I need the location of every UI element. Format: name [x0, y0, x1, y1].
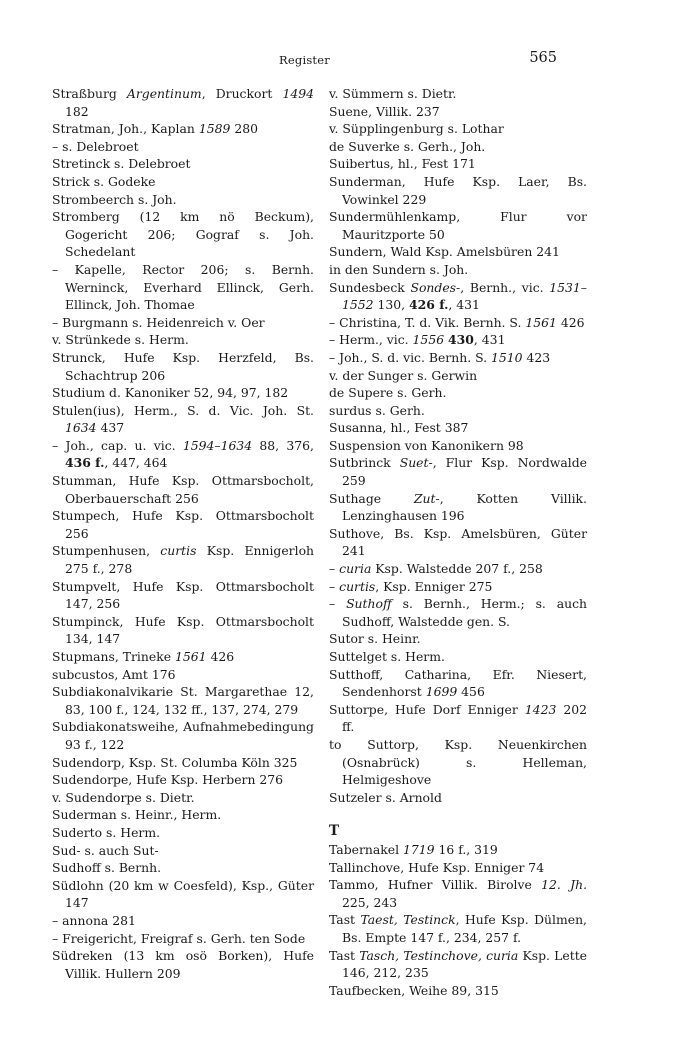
- index-entry: Suderto s. Herm.: [52, 824, 161, 840]
- index-entry: Sutzeler s. Arnold: [329, 789, 442, 805]
- index-entry: – Joh., S. d. vic. Bernh. S. 1510 423: [329, 349, 551, 365]
- index-entry: Suene, Villik. 237: [329, 103, 440, 119]
- running-head: Register: [279, 53, 330, 67]
- index-entry: Strick s. Godeke: [52, 173, 156, 189]
- index-entry: Taufbecken, Weihe 89, 315: [329, 982, 499, 998]
- index-entry: Sudendorpe, Hufe Ksp. Herbern 276: [52, 772, 284, 788]
- index-entry: – Joh., cap. u. vic. 1594–1634 88, 376, 436 f., 447, 464: [52, 437, 314, 471]
- index-entry: – Burgmann s. Heidenreich v. Oer: [52, 314, 265, 330]
- index-entry: Sud- s. auch Sut-: [52, 842, 159, 858]
- index-entry: Studium d. Kanoniker 52, 94, 97, 182: [52, 385, 289, 401]
- index-entry: Sudhoff s. Bernh.: [52, 860, 162, 876]
- index-entry: Suderman s. Heinr., Herm.: [52, 807, 222, 823]
- index-entry: Sunderman, Hufe Ksp. Laer, Bs. Vowinkel 229: [329, 173, 587, 207]
- index-entry: – s. Delebroet: [52, 138, 139, 154]
- index-entry: Stupmans, Trineke 1561 426: [52, 649, 235, 664]
- index-entry: Tast Tasch, Testinchove, curia Ksp. Lette 146, 212, 235: [329, 947, 588, 981]
- index-entry: – annona 281: [52, 912, 136, 928]
- index-entry: Stumman, Hufe Ksp. Ottmarsbocholt, Oberbauerschaft 256: [52, 473, 314, 506]
- index-entry: Tammo, Hufner Villik. Birolve 12. Jh. 225, 243: [329, 877, 588, 910]
- index-column-right: [329, 85, 587, 999]
- index-entry: Stumpenhusen, curtis Ksp. Ennigerloh 275 f., 278: [52, 543, 315, 577]
- index-entry: – Herm., vic. 1556 430, 431: [329, 332, 506, 348]
- index-entry: v. Süpplingenburg s. Lothar: [329, 121, 504, 137]
- index-entry: v. der Sunger s. Gerwin: [329, 367, 478, 383]
- index-entry: de Supere s. Gerh.: [329, 385, 447, 401]
- index-entry: Stretinck s. Delebroet: [52, 156, 191, 172]
- page-header: [52, 50, 557, 72]
- index-entry: Tabernakel 1719 16 f., 319: [329, 841, 498, 857]
- index-entry: Sundern, Wald Ksp. Amelsbüren 241: [329, 244, 560, 260]
- index-entry: Sudendorp, Ksp. St. Columba Köln 325: [52, 754, 298, 770]
- page-number: 565: [529, 50, 557, 66]
- index-entry: Stumpinck, Hufe Ksp. Ottmarsbocholt 134, 147: [52, 613, 314, 647]
- index-entry: Stumpech, Hufe Ksp. Ottmarsbocholt 256: [52, 508, 314, 541]
- index-entry: to Suttorp, Ksp. Neuenkirchen (Osnabrück) s. Helleman, Helmigeshove: [329, 736, 587, 788]
- index-entry: – Kapelle, Rector 206; s. Bernh. Werninck, Everhard Ellinck, Gerh. Ellinck, Joh. Thomae: [52, 261, 314, 313]
- index-entry: Sundesbeck Sondes-, Bernh., vic. 1531–1552 130, 426 f., 431: [329, 279, 587, 313]
- index-entries-s: [329, 85, 587, 806]
- index-entry: – curtis, Ksp. Enniger 275: [329, 578, 493, 594]
- index-entry: – curia Ksp. Walstedde 207 f., 258: [329, 561, 543, 577]
- index-entry: Sutthoff, Catharina, Efr. Niesert, Sendenhorst 1699 456: [329, 666, 587, 700]
- index-entry: – Suthoff s. Bernh., Herm.; s. auch Sudhoff, Walstedde gen. S.: [329, 596, 588, 629]
- index-entry: Stulen(ius), Herm., S. d. Vic. Joh. St. 1634 437: [52, 402, 314, 436]
- index-entry: Suspension von Kanonikern 98: [329, 437, 524, 453]
- index-entry: Südreken (13 km osö Borken), Hufe Villik. Hullern 209: [52, 948, 314, 981]
- index-entry: Suibertus, hl., Fest 171: [329, 156, 476, 172]
- index-entry: – Christina, T. d. Vik. Bernh. S. 1561 426: [329, 314, 585, 330]
- index-entry: Sutbrinck Suet-, Flur Ksp. Nordwalde 259: [329, 455, 587, 489]
- index-entry: Subdiakonalvikarie St. Margarethae 12, 83, 100 f., 124, 132 ff., 137, 274, 279: [52, 684, 314, 717]
- index-entry: Suttelget s. Herm.: [329, 649, 445, 664]
- index-entry: v. Sümmern s. Dietr.: [329, 86, 457, 101]
- index-entry: Tallinchove, Hufe Ksp. Enniger 74: [329, 859, 545, 875]
- index-entry: Südlohn (20 km w Coesfeld), Ksp., Güter 147: [52, 877, 314, 911]
- section-letter: T: [329, 823, 340, 840]
- index-entry: in den Sundern s. Joh.: [329, 261, 469, 277]
- index-entries-t: [329, 841, 587, 999]
- index-entry: Stumpvelt, Hufe Ksp. Ottmarsbocholt 147, 256: [52, 578, 314, 612]
- index-entry: de Suverke s. Gerh., Joh.: [329, 138, 486, 154]
- index-entry: Suthove, Bs. Ksp. Amelsbüren, Güter 241: [329, 525, 587, 559]
- index-entry: Subdiakonatsweihe, Aufnahmebedingung 93 f., 122: [52, 719, 314, 752]
- index-entry: Tast Taest, Testinck, Hufe Ksp. Dülmen, Bs. Empte 147 f., 234, 257 f.: [329, 912, 587, 945]
- index-entry: subcustos, Amt 176: [52, 666, 176, 682]
- index-entry: Strunck, Hufe Ksp. Herzfeld, Bs. Schachtrup 206: [52, 349, 314, 383]
- index-entry: surdus s. Gerh.: [329, 402, 425, 418]
- index-entry: Stratman, Joh., Kaplan 1589 280: [52, 121, 258, 137]
- index-entry: Sundermühlenkamp, Flur vor Mauritzporte 50: [329, 209, 587, 242]
- index-entry: Strombeerch s. Joh.: [52, 191, 177, 207]
- index-entry: Sutor s. Heinr.: [329, 631, 421, 647]
- index-entry: Stromberg (12 km nö Beckum), Gogericht 206; Gograf s. Joh. Schedelant: [52, 209, 314, 260]
- index-entry: – Freigericht, Freigraf s. Gerh. ten Sode: [52, 930, 306, 946]
- index-entry: Suthage Zut-, Kotten Villik. Lenzinghausen 196: [329, 490, 587, 524]
- index-entry: Suttorpe, Hufe Dorf Enniger 1423 202 ff.: [329, 701, 587, 735]
- index-entry: v. Sudendorpe s. Dietr.: [52, 789, 195, 805]
- index-entry: v. Strünkede s. Herm.: [52, 332, 189, 348]
- index-entry: Susanna, hl., Fest 387: [329, 420, 469, 436]
- index-column-left: [52, 85, 314, 982]
- index-entry: Straßburg Argentinum, Druckort 1494 182: [52, 86, 314, 119]
